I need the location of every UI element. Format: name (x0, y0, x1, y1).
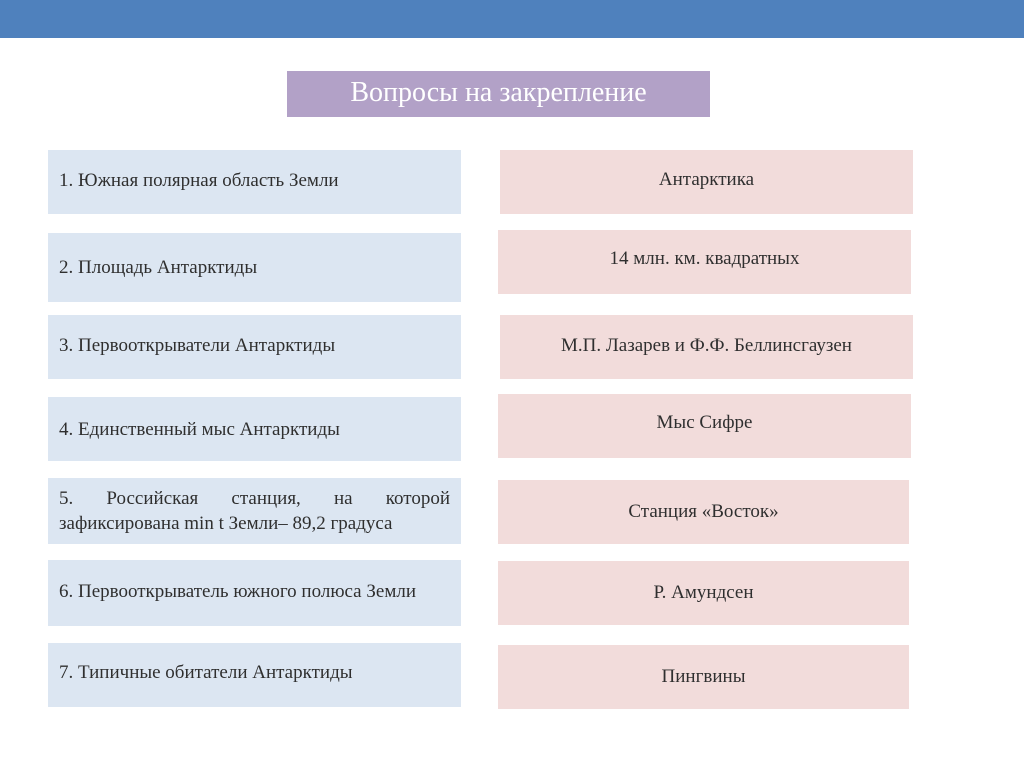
answer-box-6 (498, 561, 909, 625)
answer-text-3: М.П. Лазарев и Ф.Ф. Беллинсгаузен (561, 335, 852, 356)
question-text-5: 5. Российская станция, на которой зафиксирована min t Земли– 89,2 градуса (59, 488, 450, 534)
answer-box-4 (498, 394, 911, 458)
answer-box-2 (498, 230, 911, 294)
question-box-6 (48, 560, 461, 626)
answer-box-3 (500, 315, 913, 379)
question-box-5 (48, 478, 461, 544)
question-text-3: 3. Первооткрыватели Антарктиды (59, 334, 336, 356)
answer-text-4: Мыс Сифре (656, 412, 753, 433)
answer-box-5 (498, 480, 909, 544)
question-box-1 (48, 150, 461, 214)
answer-box-1 (500, 150, 913, 214)
answer-text-1: Антарктика (658, 169, 755, 190)
question-box-4 (48, 397, 461, 461)
question-box-7 (48, 643, 461, 707)
answer-text-2: 14 млн. км. квадратных (609, 248, 800, 269)
answer-text-6: Р. Амундсен (653, 582, 754, 603)
question-box-3 (48, 315, 461, 379)
header-bar (0, 0, 1024, 38)
question-text-6: 6. Первооткрыватель южного полюса Земли (59, 580, 416, 602)
slide-title: Вопросы на закрепление (287, 71, 710, 117)
answer-box-7 (498, 645, 909, 709)
question-text-4: 4. Единственный мыс Антарктиды (59, 418, 340, 440)
answer-text-7: Пингвины (661, 666, 746, 687)
question-box-2 (48, 233, 461, 302)
question-text-7: 7. Типичные обитатели Антарктиды (59, 661, 353, 683)
question-text-2: 2. Площадь Антарктиды (59, 257, 258, 278)
question-text-1: 1. Южная полярная область Земли (59, 169, 339, 191)
answer-text-5: Станция «Восток» (628, 501, 779, 522)
